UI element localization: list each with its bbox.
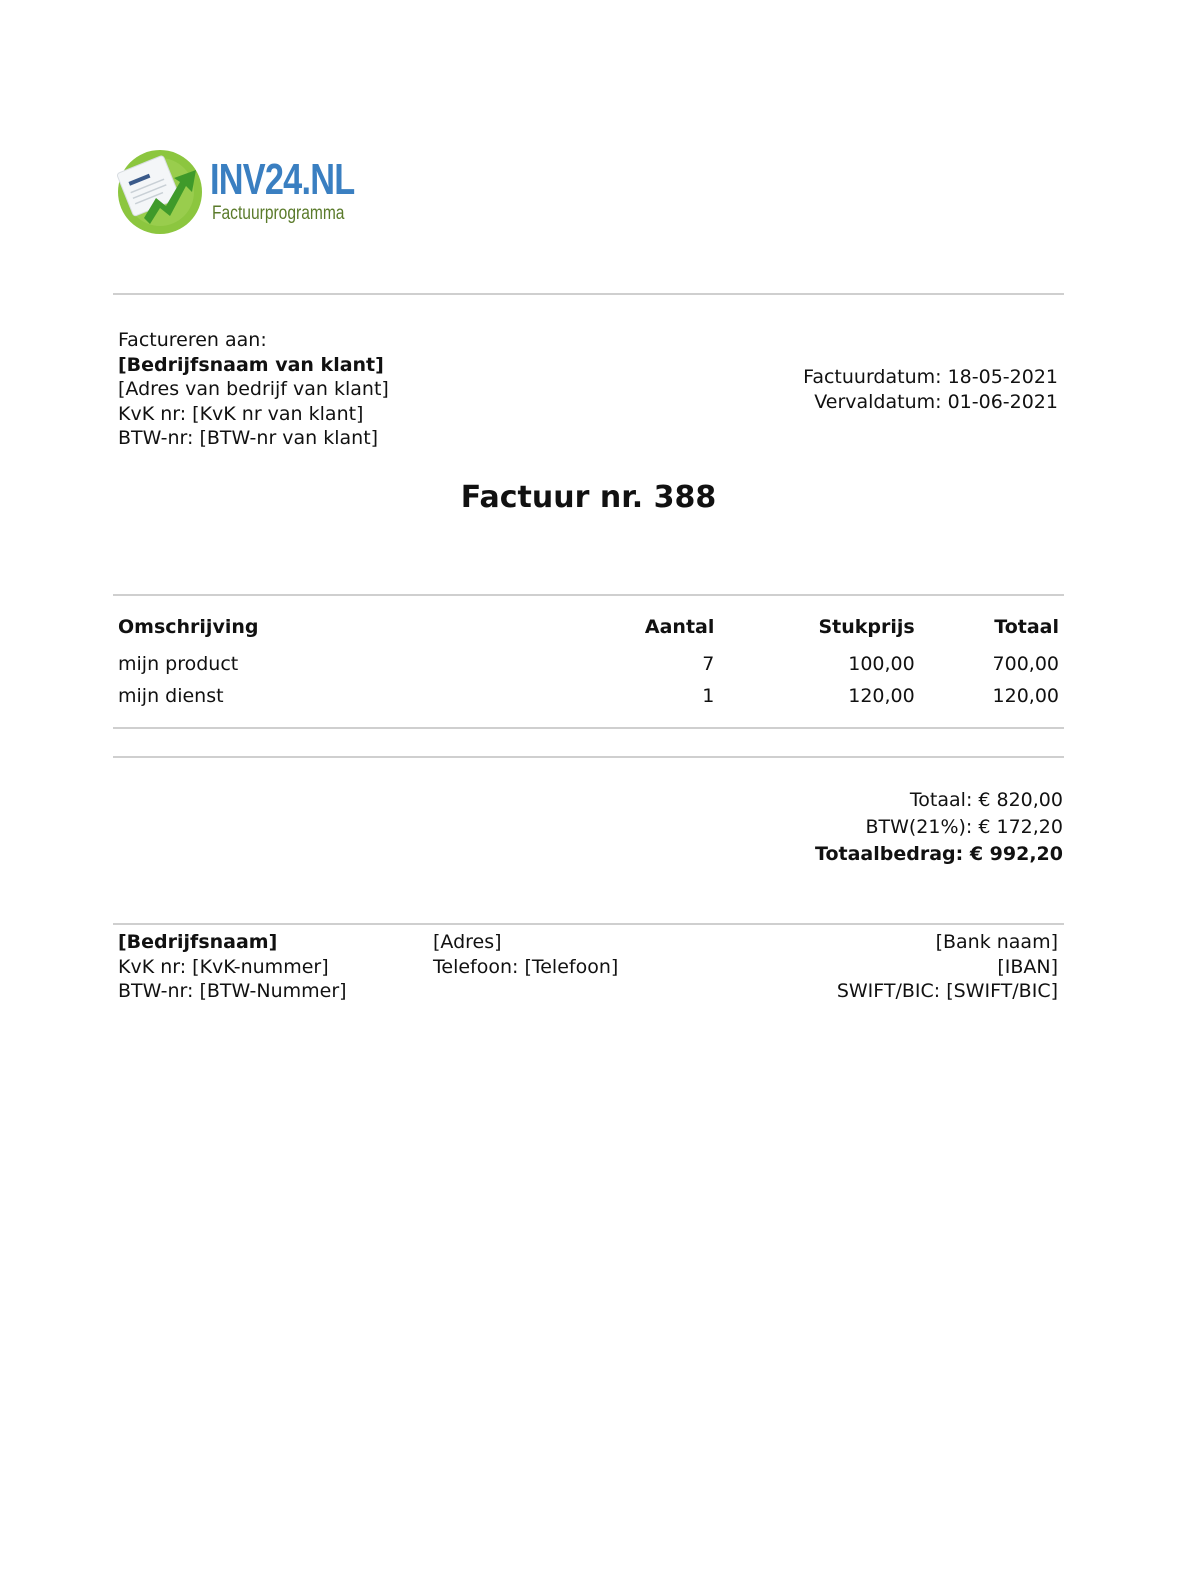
vat-amount: BTW(21%): € 172,20: [865, 816, 1063, 838]
table-row: [113, 680, 1064, 712]
footer-bank-info: [837, 930, 1058, 1004]
column-header-description: Omschrijving: [118, 616, 259, 638]
invoice-growth-icon: [116, 146, 208, 238]
column-header-quantity: Aantal: [644, 616, 715, 638]
table-header-row: [113, 612, 1064, 648]
column-header-total: Totaal: [994, 616, 1059, 638]
client-address: [Adres van bedrijf van klant]: [118, 378, 389, 400]
footer-contact-info: [433, 930, 618, 979]
footer-kvk: KvK nr: [KvK-nummer]: [118, 955, 329, 978]
client-btw: BTW-nr: [BTW-nr van klant]: [118, 427, 379, 449]
divider: [113, 293, 1064, 295]
client-kvk: KvK nr: [KvK nr van klant]: [118, 402, 364, 425]
footer-btw: BTW-nr: [BTW-Nummer]: [118, 980, 347, 1002]
due-date: Vervaldatum: 01-06-2021: [814, 390, 1058, 413]
item-description: mijn dienst: [118, 685, 224, 707]
divider: [113, 727, 1064, 729]
footer-swift: SWIFT/BIC: [SWIFT/BIC]: [836, 980, 1058, 1002]
item-description: mijn product: [118, 653, 239, 675]
footer-company-name: [Bedrijfsnaam]: [118, 931, 278, 953]
table-row: [113, 648, 1064, 680]
item-quantity: 1: [702, 685, 715, 707]
item-quantity: 7: [702, 653, 715, 675]
footer-bank-name: [Bank naam]: [935, 931, 1058, 953]
divider: [113, 594, 1064, 596]
bill-to-label: Factureren aan:: [118, 329, 267, 351]
logo-subtitle: Factuurprogramma: [212, 203, 345, 224]
client-company-name: [Bedrijfsnaam van klant]: [118, 353, 384, 376]
totals-block: [815, 787, 1063, 868]
footer-iban: [IBAN]: [997, 955, 1058, 978]
item-unit-price: 120,00: [848, 685, 915, 707]
divider: [113, 756, 1064, 758]
bill-to-block: [118, 328, 389, 451]
item-total: 700,00: [992, 653, 1059, 675]
grand-total: Totaalbedrag: € 992,20: [815, 843, 1063, 865]
subtotal: Totaal: € 820,00: [909, 789, 1063, 811]
logo-title: INV24.NL: [210, 155, 355, 204]
item-unit-price: 100,00: [848, 653, 915, 675]
line-items-table: [113, 612, 1064, 712]
column-header-unit-price: Stukprijs: [818, 616, 915, 638]
footer-phone: Telefoon: [Telefoon]: [433, 955, 619, 978]
invoice-date: Factuurdatum: 18-05-2021: [803, 366, 1058, 388]
divider: [113, 923, 1064, 925]
invoice-dates: [803, 365, 1058, 414]
footer-company-info: [118, 930, 347, 1004]
item-total: 120,00: [992, 685, 1059, 707]
footer-address: [Adres]: [433, 931, 502, 953]
company-logo: [116, 146, 356, 236]
invoice-title: Factuur nr. 388: [460, 480, 717, 515]
